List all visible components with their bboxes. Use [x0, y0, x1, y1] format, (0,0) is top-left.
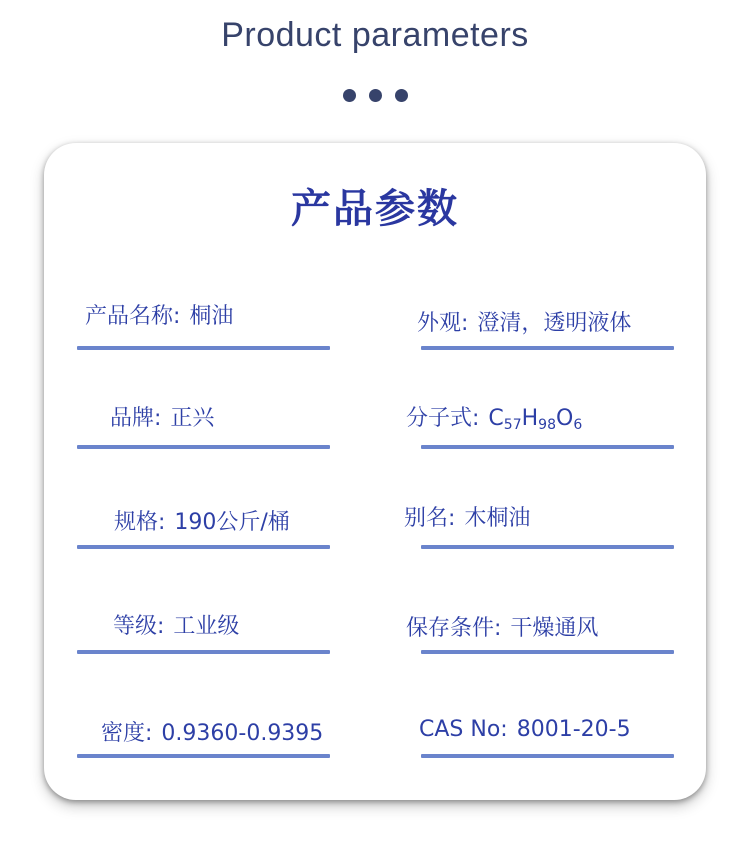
dot-icon: [343, 89, 356, 102]
param-label: 分子式:: [406, 406, 487, 431]
param-underline: [77, 445, 330, 449]
param-underline: [77, 545, 330, 549]
param-density: [101, 719, 323, 749]
param-value: 8001-20-5: [516, 717, 631, 742]
param-value: $C_{57}H_{98}O_6$: [488, 406, 583, 433]
param-product-name: [85, 302, 233, 332]
param-label: 等级:: [113, 614, 172, 639]
param-value: 工业级: [173, 614, 240, 639]
param-value: 干燥通风: [510, 616, 599, 641]
parameters-card: [44, 143, 706, 800]
decorative-dots: [0, 89, 750, 102]
param-label: 密度:: [101, 721, 160, 746]
param-appearance: [417, 309, 631, 339]
param-value: 澄清，透明液体: [477, 311, 632, 336]
param-underline: [421, 445, 674, 449]
param-value: 190公斤/桶: [174, 510, 290, 535]
page-title: Product parameters: [221, 16, 529, 54]
param-label: 别名:: [404, 506, 463, 531]
param-value: 正兴: [170, 406, 215, 431]
param-storage: [406, 614, 598, 644]
param-underline: [77, 754, 330, 758]
dot-icon: [369, 89, 382, 102]
param-underline: [421, 650, 674, 654]
param-underline: [421, 754, 674, 758]
param-label: CAS No:: [419, 717, 515, 742]
param-spec: [114, 508, 290, 538]
param-value: 桐油: [189, 304, 234, 329]
param-label: 品牌:: [110, 406, 169, 431]
param-value: 木桐油: [464, 506, 531, 531]
param-label: 产品名称:: [85, 304, 188, 329]
param-label: 保存条件:: [406, 616, 509, 641]
dot-icon: [395, 89, 408, 102]
param-grade: [113, 612, 239, 642]
param-underline: [77, 346, 330, 350]
param-label: 外观:: [417, 311, 476, 336]
param-cas: [419, 715, 631, 745]
param-underline: [421, 545, 674, 549]
param-formula: [406, 404, 582, 440]
param-value: 0.9360-0.9395: [161, 721, 324, 746]
param-label: 规格:: [114, 510, 173, 535]
param-underline: [421, 346, 674, 350]
param-underline: [77, 650, 330, 654]
param-brand: [110, 404, 214, 434]
param-alias: [404, 504, 530, 534]
card-title: 产品参数: [291, 186, 459, 232]
